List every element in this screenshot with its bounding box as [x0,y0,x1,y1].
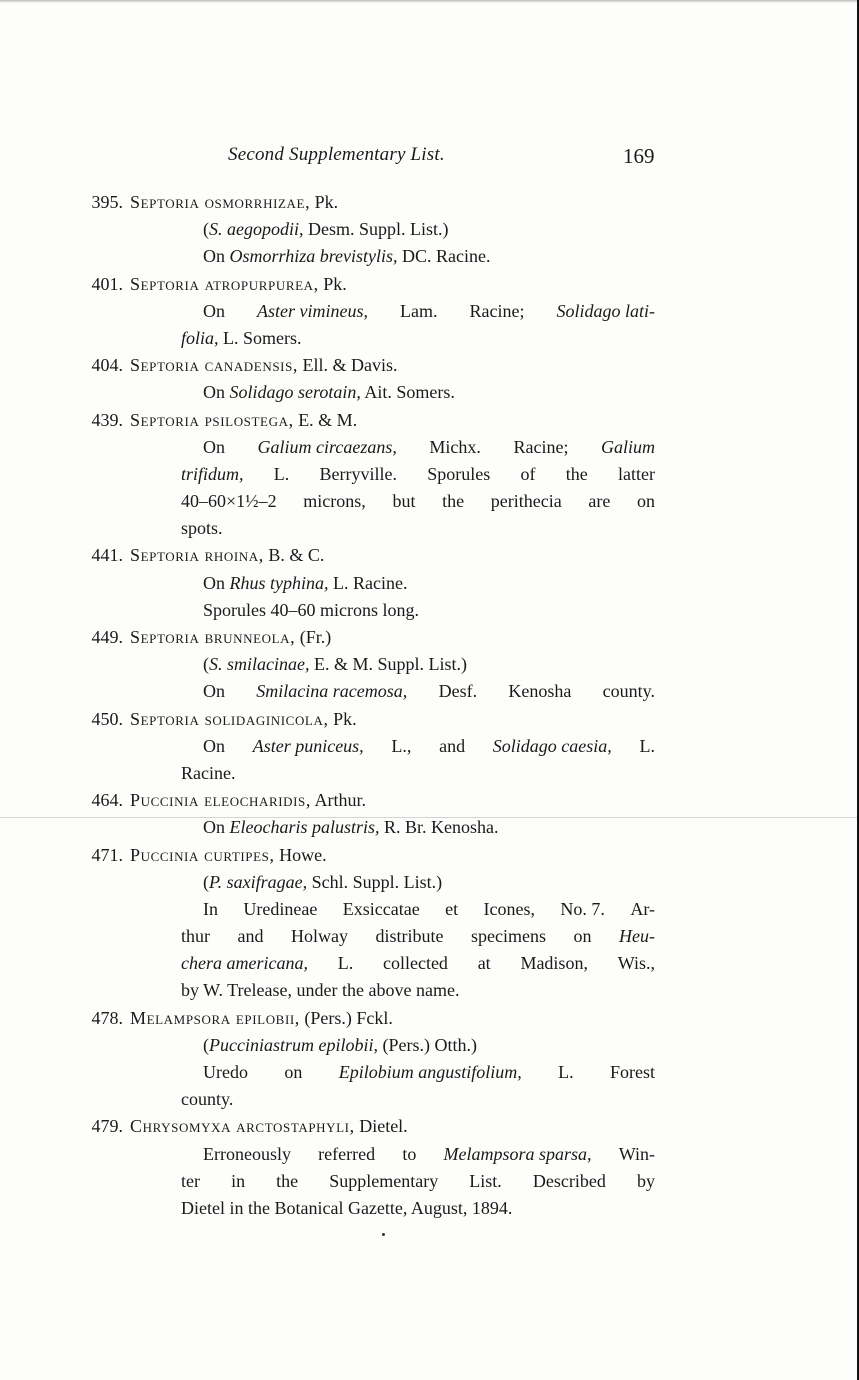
text-run: of [520,463,536,484]
text-run: On [203,681,225,702]
authority: (Pers.) Fckl. [299,1007,393,1028]
line-text [203,216,449,243]
entry-note-line [0,896,859,923]
authority: Dietel. [354,1116,408,1137]
species-list [0,189,859,1222]
species-name [130,352,398,379]
text-run: On [203,735,225,756]
entry-number: 401. [91,273,123,294]
species-name [130,407,357,434]
text-run: by [636,1170,655,1191]
line-text [203,651,467,678]
line-text [181,1168,655,1195]
entry-note-line [0,814,859,841]
italic-text: folia, [181,327,219,348]
entry-note-line [0,760,859,787]
running-head: Second Supplementary List. [228,144,445,165]
entry-note-line [0,243,859,270]
authority: Arthur. [311,790,367,811]
text-run: the [276,1170,299,1191]
entry-note-line [0,1086,859,1113]
text-run: Desm. Suppl. List.) [303,219,449,240]
line-text [203,1141,655,1168]
entry-note-line [0,1168,859,1195]
entry-number: 471. [91,844,123,865]
page-number: 169 [623,144,655,168]
text-run: Win- [618,1143,655,1164]
text-run: L., [391,735,412,756]
line-text [181,977,459,1004]
authority: Pk. [328,708,357,729]
genus-name: Septoria [130,355,200,376]
text-run: the [565,463,588,484]
italic-text: Smilacina racemosa, [256,681,408,702]
entry-heading [0,407,859,434]
entry-note-line [0,869,859,896]
italic-text: Solidago lati- [556,300,655,321]
authority: Ell. & Davis. [298,355,398,376]
line-text [203,896,655,923]
entry-note-line [0,950,859,977]
species-epithet: brunneola, [199,627,296,647]
species-epithet: solidaginicola, [199,708,329,729]
text-run: Kenosha [508,681,572,702]
text-run: on [284,1062,303,1082]
text-run: distribute [375,926,444,947]
species-name [130,189,338,216]
italic-text: Rhus typhina, [229,572,329,593]
species-epithet: osmorrhizae, [199,192,311,212]
text-run: ( [203,871,209,892]
entry-note-line [0,379,859,406]
authority: Pk. [318,273,347,294]
entry-heading [0,1113,859,1140]
entry-note-line [0,216,859,243]
line-text [203,1032,477,1059]
text-run: (Pers.) Otth.) [377,1034,477,1055]
text-run: Schl. Suppl. List.) [307,871,443,892]
line-text [181,1086,233,1113]
entry-note-line [0,434,859,461]
species-name [130,842,327,869]
entry-note-line [0,1032,859,1059]
entry-number: 449. [91,627,123,647]
entry-number: 464. [91,790,123,811]
entry-note-line [0,461,859,488]
entry-note-line [0,733,859,760]
text-run: specimens [471,926,546,947]
species-epithet: curtipes, [198,844,275,865]
line-text [203,298,655,325]
text-run: on [636,491,655,512]
text-run: and [439,735,466,756]
entry-note-line [0,1059,859,1086]
text-run: at [477,953,491,974]
italic-text: P. saxifragae, [209,871,308,892]
text-run: L. Racine. [328,572,408,593]
text-run: Sporules 40–60 microns long. [203,599,419,620]
italic-text: Osmorrhiza brevistylis, [229,246,398,267]
text-run: Erroneously [203,1143,291,1164]
italic-text: trifidum, [181,463,244,484]
text-run: microns, [303,491,366,512]
text-run: R. Br. Kenosha. [379,817,499,838]
text-run: On [203,300,225,321]
line-text [181,1195,512,1222]
text-run: spots. [181,518,223,539]
text-run: Dietel in the Botanical Gazette, August, 1894. [181,1197,513,1218]
text-run: Uredo [203,1062,248,1082]
text-run: L. [558,1062,574,1082]
entry-note-line [0,298,859,325]
page-top-edge [0,0,859,3]
genus-name: Melampsora [130,1007,231,1028]
genus-name: Puccinia [130,844,199,865]
line-text [203,597,419,624]
text-run: ( [203,654,209,675]
italic-text: Melampsora sparsa, [443,1143,592,1164]
italic-text: Pucciniastrum epilobii, [209,1034,378,1055]
text-run: Michx. [429,436,481,457]
text-run: L. [273,463,290,484]
text-run: L. Somers. [218,327,302,348]
line-text [203,379,455,406]
text-run: referred [318,1143,376,1164]
entry-number: 439. [91,409,123,430]
entry-note-line [0,570,859,597]
italic-text: Aster vimineus, [257,300,368,321]
text-run: Berryville. [319,463,397,484]
italic-text: Galium circaezans, [257,436,397,457]
entry-note-line [0,515,859,542]
italic-text: Galium [601,436,655,457]
italic-text: S. aegopodii, [209,219,304,240]
entry-heading [0,842,859,869]
text-run: Racine; [513,436,569,457]
entry-note-line [0,977,859,1004]
entry-number: 479. [91,1116,123,1137]
text-run: on [573,926,592,947]
species-epithet: canadensis, [199,355,299,376]
genus-name: Septoria [130,409,200,430]
text-run: Described [532,1170,606,1191]
line-text [181,515,223,542]
text-run: county. [602,681,655,702]
species-epithet: rhoina, [199,545,264,566]
text-run: ( [203,1034,209,1055]
text-run: in [231,1170,246,1191]
line-text [181,760,235,787]
species-epithet: psilostega, [199,409,294,430]
text-run: Sporules [427,463,491,484]
line-text [203,570,407,597]
entry-note-line [0,488,859,515]
text-run: Icones, [483,898,536,919]
text-run: List. [469,1170,502,1191]
italic-text: Heu- [618,926,655,947]
line-text [203,434,655,461]
text-run: thur [181,926,210,947]
entry-number: 395. [91,192,123,212]
text-run: L. [337,953,354,974]
entry-heading [0,352,859,379]
line-text [203,814,499,841]
italic-text: Solidago caesia, [492,735,612,756]
text-run: In [203,898,218,919]
species-name [130,706,357,733]
genus-name: Chrysomyxa [130,1116,232,1137]
text-run: 40–60×1½–2 [181,491,277,512]
italic-text: Epilobium angustifolium, [338,1062,522,1082]
species-name [130,542,324,569]
text-run: On [203,246,230,267]
italic-text: S. smilacinae, [209,654,310,675]
text-run: and [237,926,264,947]
text-run: Uredineae [243,898,318,919]
text-run: ter [181,1170,200,1191]
text-run: et [445,898,459,919]
line-text [181,488,655,515]
text-run: On [203,436,225,457]
authority: Pk. [310,192,339,212]
text-run: No. 7. [560,898,605,919]
text-run: Lam. [399,300,438,321]
line-text [203,733,655,760]
entry-heading [0,1005,859,1032]
line-text [181,461,655,488]
species-epithet: eleocharidis, [198,790,311,811]
line-text [203,869,442,896]
entry-number: 450. [91,708,123,729]
authority: B. & C. [263,545,325,566]
genus-name: Puccinia [130,790,199,811]
text-run: Holway [291,926,348,947]
line-text [203,678,655,705]
entry-note-line [0,678,859,705]
species-name [130,271,347,298]
text-run: E. & M. Suppl. List.) [309,654,468,675]
genus-name: Septoria [130,627,200,647]
text-run: collected [382,953,448,974]
authority: (Fr.) [295,627,332,647]
species-epithet: epilobii, [230,1007,300,1028]
italic-text: Aster puniceus, [252,735,364,756]
text-run: Ar- [630,898,655,919]
text-run: On [203,382,230,403]
entry-number: 478. [91,1007,123,1028]
species-epithet: atropurpurea, [199,273,319,294]
entry-heading [0,542,859,569]
text-run: L. [639,735,655,756]
genus-name: Septoria [130,708,200,729]
line-text [181,923,655,950]
entry-note-line [0,325,859,352]
entry-note-line [0,651,859,678]
authority: E. & M. [293,409,358,430]
line-text [181,325,302,352]
text-run: On [203,572,230,593]
species-name [130,624,331,651]
italic-text: Eleocharis palustris, [229,817,380,838]
text-run: perithecia [490,491,562,512]
text-run: but [392,491,416,512]
entry-heading [0,624,859,651]
text-run: the [442,491,465,512]
entry-number: 441. [91,545,123,566]
text-run: Supplementary [329,1170,439,1191]
text-run: Racine. [181,762,236,783]
authority: Howe. [274,844,327,865]
entry-heading [0,271,859,298]
text-run: Madison, [520,953,588,974]
text-run: Forest [610,1062,655,1082]
print-speck [382,1233,385,1236]
genus-name: Septoria [130,273,200,294]
italic-text: chera americana, [181,953,308,974]
text-run: Ait. Somers. [360,382,455,403]
species-name [130,787,366,814]
text-run: Wis., [617,953,655,974]
text-run: On [203,817,230,838]
italic-text: Solidago serotain, [229,382,361,403]
species-name [130,1005,393,1032]
entry-number: 404. [91,355,123,376]
text-run: latter [618,463,655,484]
species-epithet: arctostaphyli, [231,1116,355,1137]
text-run: are [588,491,611,512]
text-run: to [402,1143,417,1164]
text-run: ( [203,219,209,240]
entry-note-line [0,1141,859,1168]
entry-heading [0,787,859,814]
entry-note-line [0,1195,859,1222]
species-name [130,1113,408,1140]
line-text [181,950,655,977]
line-text [203,243,491,270]
text-run: Desf. [438,681,478,702]
entry-note-line [0,597,859,624]
text-run: Racine; [469,300,525,321]
line-text [203,1059,655,1086]
text-run: DC. Racine. [397,246,491,267]
entry-note-line [0,923,859,950]
entry-heading [0,706,859,733]
entry-heading [0,189,859,216]
genus-name: Septoria [130,192,200,212]
text-run: by W. Trelease, under the above name. [181,980,460,1001]
text-run: Exsiccatae [342,898,420,919]
genus-name: Septoria [130,545,200,566]
text-run: county. [181,1089,234,1110]
